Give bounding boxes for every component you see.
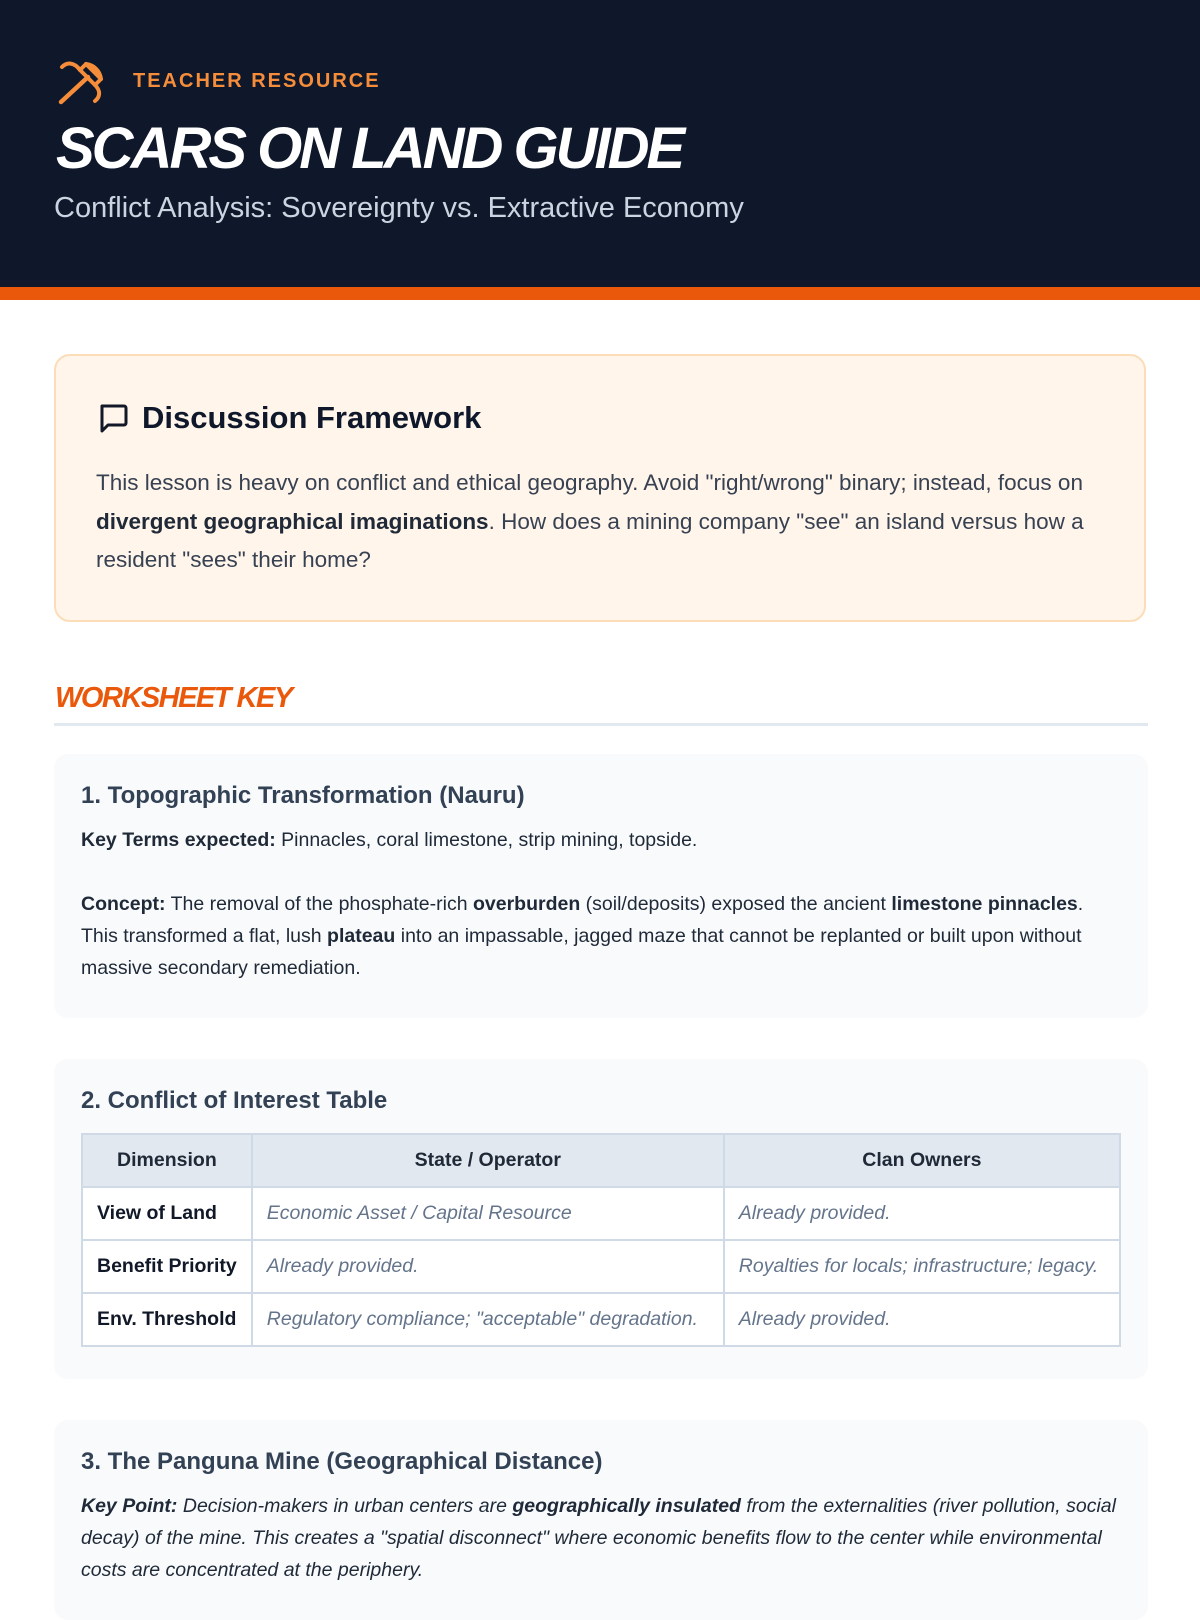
table-row bbox=[82, 1187, 1120, 1240]
panguna-title: 3. The Panguna Mine (Geographical Distance) bbox=[81, 1448, 603, 1475]
section-divider bbox=[54, 723, 1148, 726]
table-row bbox=[82, 1293, 1120, 1346]
key-point-text-2: from the externalities (river pollution, social decay) of the mine. This creates a "spatial disconnect" where economic benefits flow to the center while environmental costs are concentrated at the periphery. bbox=[81, 1495, 1116, 1581]
table-cell: Already provided. bbox=[724, 1293, 1120, 1346]
page-title: SCARS ON LAND GUIDE bbox=[56, 116, 683, 181]
key-terms bbox=[81, 824, 1121, 856]
topographic-card bbox=[54, 754, 1148, 1018]
concept-term-pinnacles: limestone pinnacles bbox=[891, 893, 1078, 915]
key-point-text-1: Decision-makers in urban centers are bbox=[177, 1495, 513, 1517]
chat-bubble-icon bbox=[96, 401, 130, 435]
conflict-table bbox=[81, 1133, 1121, 1347]
conflict-card bbox=[54, 1059, 1148, 1379]
concept-paragraph bbox=[81, 888, 1121, 984]
table-row bbox=[82, 1240, 1120, 1293]
concept-label: Concept: bbox=[81, 893, 166, 915]
concept-term-plateau: plateau bbox=[327, 925, 396, 947]
discussion-body bbox=[96, 464, 1104, 580]
table-cell: Economic Asset / Capital Resource bbox=[252, 1187, 724, 1240]
table-cell-dimension: Benefit Priority bbox=[82, 1240, 252, 1293]
table-cell: Already provided. bbox=[724, 1187, 1120, 1240]
topographic-title: 1. Topographic Transformation (Nauru) bbox=[81, 782, 525, 809]
conflict-title: 2. Conflict of Interest Table bbox=[81, 1087, 388, 1114]
pickaxe-icon bbox=[55, 55, 107, 107]
eyebrow-row bbox=[55, 55, 381, 107]
panguna-card bbox=[54, 1420, 1148, 1620]
concept-text-1: The removal of the phosphate-rich bbox=[165, 893, 473, 915]
page-header bbox=[0, 0, 1200, 300]
table-cell-dimension: View of Land bbox=[82, 1187, 252, 1240]
table-cell: Royalties for locals; infrastructure; legacy. bbox=[724, 1240, 1120, 1293]
panguna-key-point bbox=[81, 1490, 1121, 1586]
discussion-callout bbox=[54, 354, 1146, 622]
table-header-row bbox=[82, 1134, 1120, 1187]
key-point-emphasis: geographically insulated bbox=[512, 1495, 741, 1517]
table-cell: Already provided. bbox=[252, 1240, 724, 1293]
discussion-text-1: This lesson is heavy on conflict and ethical geography. Avoid "right/wrong" binary; instead, focus on bbox=[96, 470, 1083, 495]
key-terms-label: Key Terms expected: bbox=[81, 829, 276, 851]
column-header-state: State / Operator bbox=[252, 1134, 724, 1187]
discussion-title: Discussion Framework bbox=[142, 400, 482, 435]
column-header-dimension: Dimension bbox=[82, 1134, 252, 1187]
column-header-clan: Clan Owners bbox=[724, 1134, 1120, 1187]
worksheet-section-title: WORKSHEET KEY bbox=[55, 682, 292, 714]
key-terms-text: Pinnacles, coral limestone, strip mining, topside. bbox=[275, 829, 698, 851]
table-cell-dimension: Env. Threshold bbox=[82, 1293, 252, 1346]
callout-header bbox=[96, 400, 1104, 436]
key-point-label: Key Point: bbox=[81, 1495, 178, 1517]
page-subtitle: Conflict Analysis: Sovereignty vs. Extractive Economy bbox=[54, 192, 744, 224]
concept-text-4: into an impassable, jagged maze that cannot be replanted or built upon without massive secondary remediation. bbox=[81, 925, 1082, 979]
table-cell: Regulatory compliance; "acceptable" degradation. bbox=[252, 1293, 724, 1346]
concept-text-3: . This transformed a flat, lush bbox=[81, 893, 1084, 947]
concept-text-2: (soil/deposits) exposed the ancient bbox=[580, 893, 892, 915]
discussion-text-2: . How does a mining company "see" an island versus how a resident "sees" their home? bbox=[96, 508, 1084, 572]
discussion-emphasis: divergent geographical imaginations bbox=[96, 508, 489, 534]
concept-term-overburden: overburden bbox=[472, 893, 581, 915]
eyebrow-label: TEACHER RESOURCE bbox=[133, 69, 381, 92]
